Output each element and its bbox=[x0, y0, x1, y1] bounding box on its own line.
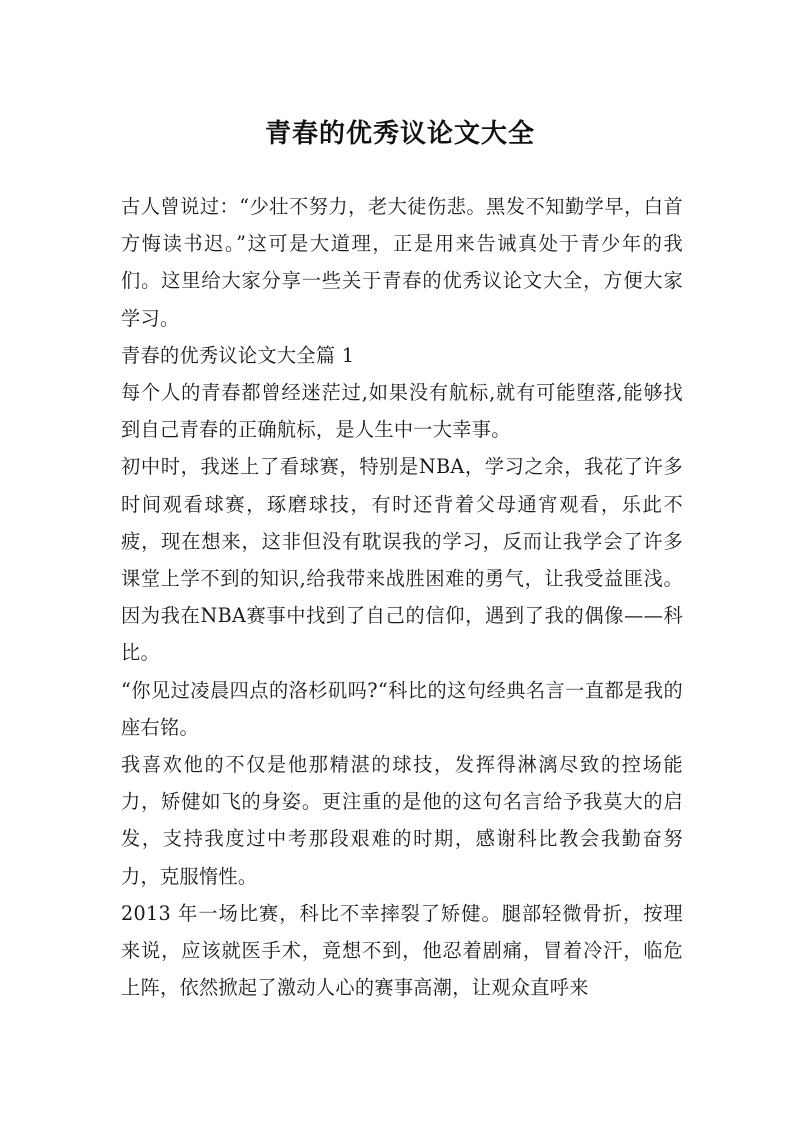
paragraph-quote: “你见过凌晨四点的洛杉矶吗?“科比的这句经典名言一直都是我的座右铭。 bbox=[121, 678, 683, 739]
paragraph: 每个人的青春都曾经迷茫过,如果没有航标,就有可能堕落,能够找到自己青春的正确航标，是人生中一大幸事。 bbox=[121, 381, 683, 442]
paragraph: 我喜欢他的不仅是他那精湛的球技，发挥得淋漓尽致的控场能力，矫健如飞的身姿。更注重的是他的这句名言给予我莫大的启发，支持我度过中考那段艰难的时期，感谢科比教会我勤奋努力，克服惰性。 bbox=[121, 753, 683, 888]
paragraph: 初中时，我迷上了看球赛，特别是NBA，学习之余，我花了许多时间观看球赛，琢磨球技，有时还背着父母通宵观看，乐此不疲，现在想来，这非但没有耽误我的学习，反而让我学会了许多课堂上学不到的知识,给我带来战胜困难的勇气，让我受益匪浅。因为我在NBA赛事中找到了自己的信仰，遇到了我的偶像——科比。 bbox=[121, 455, 683, 665]
paragraph-intro: 古人曾说过：“少壮不努力，老大徒伤悲。黑发不知勤学早，白首方悔读书迟。”这可是大道理，正是用来告诫真处于青少年的我们。这里给大家分享一些关于青春的优秀议论文大全，方便大家学习。 bbox=[121, 195, 683, 330]
paragraph: 2013 年一场比赛，科比不幸摔裂了矫健。腿部轻微骨折，按理来说，应该就医手术，竟想不到，他忍着剧痛，冒着冷汗，临危上阵，依然掀起了激动人心的赛事高潮，让观众直呼来 bbox=[121, 901, 683, 1000]
section-heading: 青春的优秀议论文大全篇 1 bbox=[121, 343, 355, 367]
document-body bbox=[121, 188, 683, 1006]
document-title: 青春的优秀议论文大全 bbox=[264, 119, 535, 150]
